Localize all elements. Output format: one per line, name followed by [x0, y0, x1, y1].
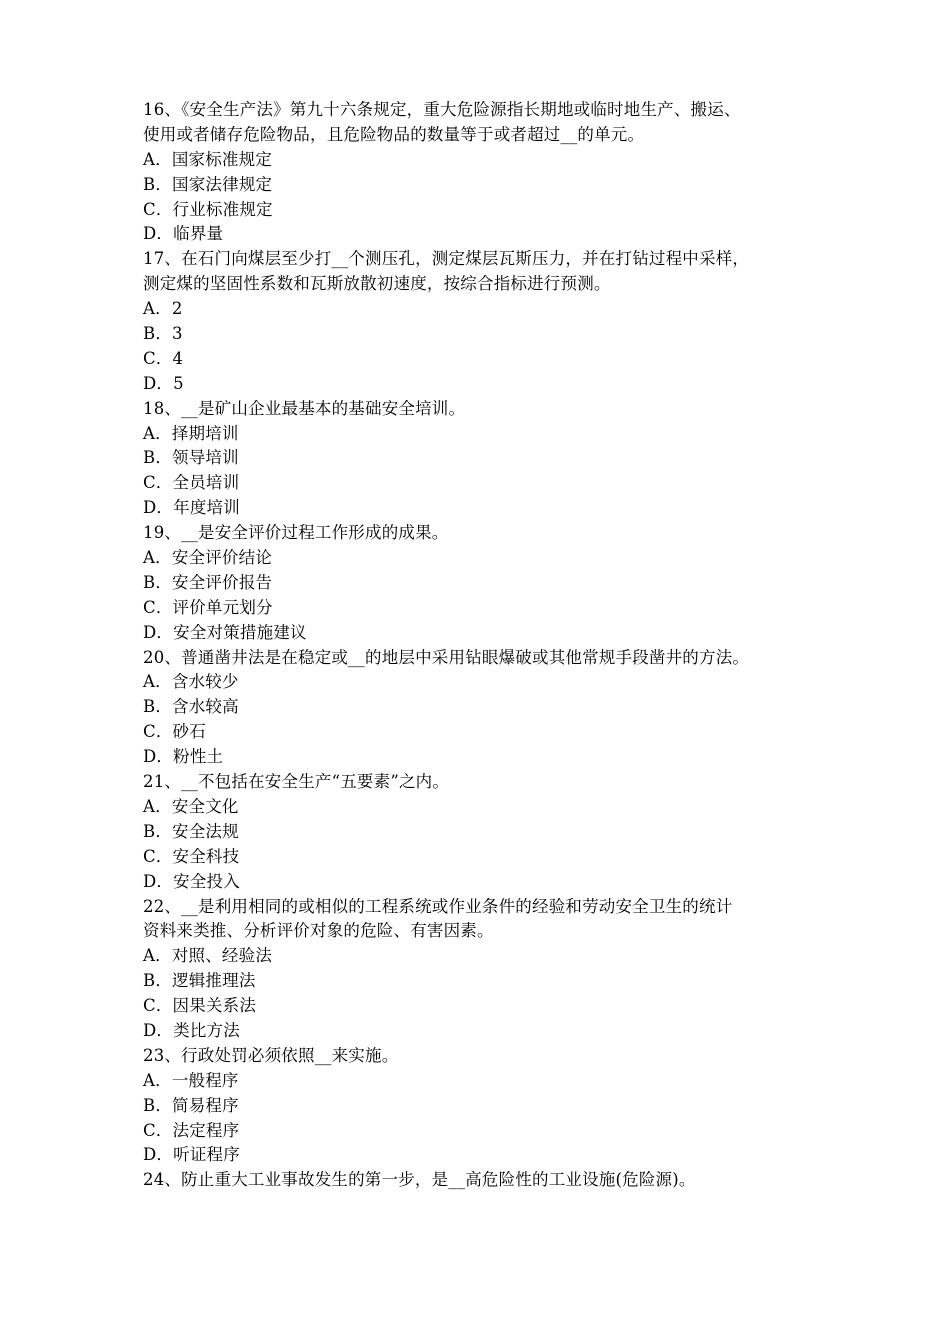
option-d: D．听证程序	[143, 1145, 240, 1165]
question-stem: 测定煤的坚固性系数和瓦斯放散初速度，按综合指标进行预测。	[143, 274, 611, 294]
option-a: A．含水较少	[143, 672, 239, 692]
question-list	[143, 98, 833, 1193]
question-23	[143, 1044, 833, 1168]
option-b: B．安全法规	[143, 821, 239, 841]
option-b: B．领导培训	[143, 448, 239, 468]
option-d: D．安全对策措施建议	[143, 622, 307, 642]
option-c: C．4	[143, 348, 184, 368]
option-c: C．行业标准规定	[143, 199, 273, 219]
option-b: B．国家法律规定	[143, 174, 273, 194]
option-d: D．粉性土	[143, 747, 224, 767]
option-d: D．年度培训	[143, 498, 240, 518]
question-stem: 24、防止重大工业事故发生的第一步，是__高危险性的工业设施(危险源)。	[143, 1170, 696, 1190]
question-stem: 使用或者储存危险物品，且危险物品的数量等于或者超过__的单元。	[143, 124, 645, 144]
question-18	[143, 397, 833, 521]
option-a: A．国家标准规定	[143, 149, 273, 169]
option-c: C．评价单元划分	[143, 597, 273, 617]
option-b: B．安全评价报告	[143, 572, 273, 592]
option-c: C．全员培训	[143, 473, 240, 493]
question-21	[143, 770, 833, 894]
question-stem: 20、普通凿井法是在稳定或__的地层中采用钻眼爆破或其他常规手段凿井的方法。	[143, 647, 750, 667]
option-b: B．简易程序	[143, 1095, 239, 1115]
question-stem: 16、《安全生产法》第九十六条规定，重大危险源指长期地或临时地生产、搬运、	[143, 100, 741, 119]
question-20	[143, 646, 833, 770]
option-a: A．安全评价结论	[143, 548, 273, 568]
option-c: C．因果关系法	[143, 996, 257, 1016]
question-stem: 19、__是安全评价过程工作形成的成果。	[143, 523, 449, 543]
option-a: A．择期培训	[143, 423, 239, 443]
question-stem: 23、行政处罚必须依照__来实施。	[143, 1045, 399, 1065]
question-17	[143, 247, 833, 396]
option-c: C．安全科技	[143, 846, 240, 866]
question-stem: 18、__是矿山企业最基本的基础安全培训。	[143, 398, 466, 418]
option-a: A．对照、经验法	[143, 946, 273, 966]
question-22	[143, 895, 833, 1044]
question-stem: 17、在石门向煤层至少打__个测压孔，测定煤层瓦斯压力，并在打钻过程中采样，	[143, 249, 750, 269]
option-d: D．类比方法	[143, 1020, 240, 1040]
option-d: D．5	[143, 373, 184, 393]
question-stem: 资料来类推、分析评价对象的危险、有害因素。	[143, 921, 494, 941]
question-24	[143, 1168, 833, 1193]
question-stem: 21、__不包括在安全生产“五要素”之内。	[143, 772, 450, 792]
option-d: D．安全投入	[143, 871, 240, 891]
option-a: A．安全文化	[143, 796, 239, 816]
question-16	[143, 98, 833, 247]
question-stem: 22、__是利用相同的或相似的工程系统或作业条件的经验和劳动安全卫生的统计	[143, 896, 733, 916]
option-c: C．砂石	[143, 722, 206, 742]
option-a: A．一般程序	[143, 1070, 239, 1090]
question-19	[143, 521, 833, 645]
option-b: B．3	[143, 324, 183, 344]
option-b: B．含水较高	[143, 697, 239, 717]
option-a: A．2	[143, 299, 183, 319]
option-b: B．逻辑推理法	[143, 971, 256, 991]
option-c: C．法定程序	[143, 1120, 240, 1140]
option-d: D．临界量	[143, 224, 224, 244]
